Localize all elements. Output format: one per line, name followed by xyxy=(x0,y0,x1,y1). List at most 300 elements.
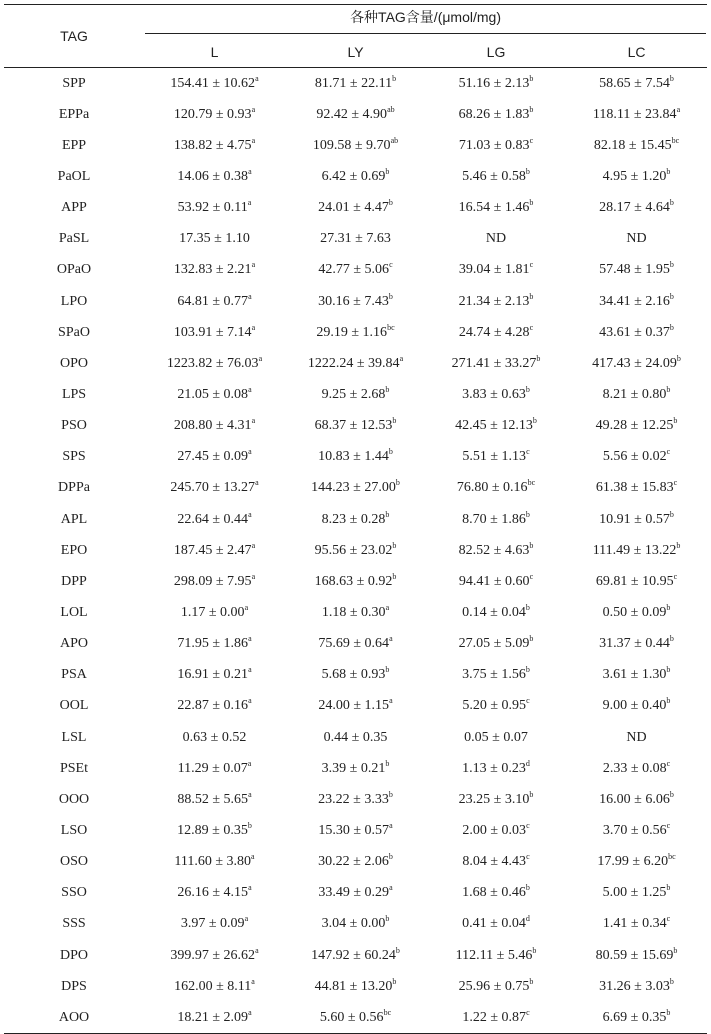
significance-letter: a xyxy=(251,260,256,270)
value-cell xyxy=(285,317,426,348)
tag-name-cell: LSL xyxy=(61,729,87,745)
value-text: 8.21 ± 0.80 xyxy=(602,386,667,402)
value-text: 0.50 ± 0.09 xyxy=(602,604,667,620)
significance-letter: a xyxy=(251,416,256,426)
significance-letter: b xyxy=(529,540,534,550)
value-cell xyxy=(566,504,707,535)
table-row xyxy=(4,909,707,940)
value-cell xyxy=(566,847,707,878)
value-cell xyxy=(426,379,566,410)
value-text: 24.00 ± 1.15 xyxy=(318,698,390,714)
value-cell xyxy=(426,193,566,224)
significance-letter: a xyxy=(389,820,393,830)
significance-letter: b xyxy=(385,166,390,176)
table-row xyxy=(4,660,707,691)
significance-letter: b xyxy=(529,634,534,644)
value-cell xyxy=(566,629,707,660)
table-row xyxy=(4,940,707,971)
value-cell xyxy=(285,348,426,379)
value-text: 10.83 ± 1.44 xyxy=(318,449,389,465)
table-row xyxy=(4,971,707,1002)
value-cell xyxy=(285,161,426,192)
value-cell xyxy=(566,224,707,255)
significance-letter: b xyxy=(532,416,537,426)
value-text: 30.22 ± 2.06 xyxy=(318,854,389,870)
table-row xyxy=(4,784,707,815)
significance-letter: a xyxy=(385,602,390,612)
tag-column-header: TAG xyxy=(4,5,144,68)
value-cell xyxy=(426,348,566,379)
value-cell xyxy=(426,847,566,878)
value-text: 23.22 ± 3.33 xyxy=(318,791,389,807)
value-text: 3.83 ± 0.63 xyxy=(462,386,526,402)
value-text: 25.96 ± 0.75 xyxy=(458,978,530,994)
significance-letter: a xyxy=(248,1007,252,1017)
table-row xyxy=(4,286,707,317)
significance-letter: a xyxy=(244,914,249,924)
value-text: 168.63 ± 0.92 xyxy=(314,573,393,589)
value-cell xyxy=(144,722,285,753)
value-cell xyxy=(426,722,566,753)
value-cell xyxy=(426,629,566,660)
value-text: 111.49 ± 13.22 xyxy=(592,542,677,558)
table-body xyxy=(4,68,707,1034)
value-text: 88.52 ± 5.65 xyxy=(177,791,249,807)
value-cell xyxy=(426,161,566,192)
table-row xyxy=(4,753,707,784)
value-text: 109.58 ± 9.70 xyxy=(312,137,391,153)
significance-letter: c xyxy=(529,135,534,145)
significance-letter: b xyxy=(392,73,397,83)
table-row xyxy=(4,535,707,566)
table-row xyxy=(4,566,707,597)
significance-letter: b xyxy=(388,291,393,301)
significance-letter: a xyxy=(248,634,252,644)
value-cell xyxy=(566,1002,707,1034)
value-text: 28.17 ± 4.64 xyxy=(599,200,670,216)
value-text: 3.04 ± 0.00 xyxy=(321,916,386,932)
value-cell xyxy=(426,566,566,597)
significance-letter: b xyxy=(525,384,530,394)
value-cell xyxy=(144,504,285,535)
significance-letter: a xyxy=(251,104,256,114)
value-text: 27.31 ± 7.63 xyxy=(320,231,391,247)
value-text: 271.41 ± 33.27 xyxy=(451,355,537,371)
significance-letter: b xyxy=(669,198,674,208)
significance-letter: b xyxy=(525,665,530,675)
value-cell xyxy=(566,193,707,224)
value-text: 17.99 ± 6.20 xyxy=(597,854,669,870)
value-cell xyxy=(426,815,566,846)
value-text: 53.92 ± 0.11 xyxy=(177,200,248,216)
significance-letter: b xyxy=(395,478,400,488)
value-text: 3.97 ± 0.09 xyxy=(180,916,245,932)
value-cell xyxy=(566,99,707,130)
value-text: 5.60 ± 0.56 xyxy=(319,1009,384,1025)
value-cell xyxy=(144,940,285,971)
value-cell xyxy=(285,722,426,753)
value-text: 80.59 ± 15.69 xyxy=(595,947,674,963)
value-cell xyxy=(144,224,285,255)
significance-letter: a xyxy=(248,384,252,394)
value-text: 82.18 ± 15.45 xyxy=(593,137,672,153)
value-text: 112.11 ± 5.46 xyxy=(455,947,533,963)
value-text: ND xyxy=(626,729,647,745)
significance-letter: b xyxy=(673,416,678,426)
significance-letter: c xyxy=(666,914,671,924)
significance-letter: b xyxy=(669,634,674,644)
value-cell xyxy=(144,317,285,348)
value-cell xyxy=(426,535,566,566)
value-text: 69.81 ± 10.95 xyxy=(595,573,674,589)
significance-letter: c xyxy=(526,820,530,830)
value-text: 120.79 ± 0.93 xyxy=(173,106,252,122)
tag-name-cell: OPaO xyxy=(56,262,92,278)
significance-letter: b xyxy=(666,602,671,612)
value-text: 58.65 ± 7.54 xyxy=(599,75,670,91)
value-cell xyxy=(426,784,566,815)
value-text: 51.16 ± 2.13 xyxy=(458,75,530,91)
value-cell xyxy=(566,535,707,566)
value-cell xyxy=(144,691,285,722)
significance-letter: a xyxy=(248,789,252,799)
value-cell xyxy=(566,68,707,100)
significance-letter: b xyxy=(525,166,530,176)
value-cell xyxy=(285,504,426,535)
value-cell xyxy=(144,597,285,628)
value-text: 298.09 ± 7.95 xyxy=(173,573,252,589)
value-text: 16.91 ± 0.21 xyxy=(177,667,249,683)
significance-letter: a xyxy=(399,353,404,363)
value-cell xyxy=(285,99,426,130)
value-cell xyxy=(566,130,707,161)
significance-letter: b xyxy=(666,1007,671,1017)
value-text: 1.22 ± 0.87 xyxy=(462,1009,527,1025)
value-text: 103.91 ± 7.14 xyxy=(173,324,252,340)
value-text: 71.95 ± 1.86 xyxy=(177,636,249,652)
significance-letter: b xyxy=(669,73,674,83)
value-cell xyxy=(426,691,566,722)
value-text: 34.41 ± 2.16 xyxy=(599,293,670,309)
value-text: 1.17 ± 0.00 xyxy=(180,604,245,620)
value-text: 208.80 ± 4.31 xyxy=(173,418,252,434)
significance-letter: b xyxy=(536,353,541,363)
significance-letter: b xyxy=(676,540,681,550)
significance-letter: b xyxy=(247,820,252,830)
value-text: 11.29 ± 0.07 xyxy=(177,760,248,776)
value-cell xyxy=(144,68,285,100)
table-row xyxy=(4,161,707,192)
value-text: 17.35 ± 1.10 xyxy=(179,231,250,247)
value-cell xyxy=(566,597,707,628)
table-row xyxy=(4,130,707,161)
tag-name-cell: SPP xyxy=(62,75,86,91)
significance-letter: b xyxy=(666,696,671,706)
significance-letter: b xyxy=(669,509,674,519)
value-text: 81.71 ± 22.11 xyxy=(314,75,393,91)
significance-letter: a xyxy=(247,758,252,768)
significance-letter: b xyxy=(525,602,530,612)
value-cell xyxy=(285,411,426,442)
value-text: 187.45 ± 2.47 xyxy=(173,542,252,558)
table-row xyxy=(4,379,707,410)
table-row xyxy=(4,411,707,442)
significance-letter: b xyxy=(529,291,534,301)
value-cell xyxy=(566,566,707,597)
significance-letter: b xyxy=(669,322,674,332)
significance-letter: a xyxy=(251,976,255,986)
significance-letter: c xyxy=(389,260,393,270)
value-cell xyxy=(144,847,285,878)
value-text: 1.68 ± 0.46 xyxy=(462,885,526,901)
value-text: 1222.24 ± 39.84 xyxy=(307,355,400,371)
value-text: 3.75 ± 1.56 xyxy=(462,667,526,683)
value-cell xyxy=(285,878,426,909)
value-text: 2.33 ± 0.08 xyxy=(602,760,667,776)
value-cell xyxy=(426,940,566,971)
significance-letter: d xyxy=(525,914,530,924)
value-text: 5.20 ± 0.95 xyxy=(462,698,527,714)
content-group-header-label: 各种TAG含量/(μmol/mg) xyxy=(145,7,706,34)
value-cell xyxy=(144,379,285,410)
significance-letter: b xyxy=(388,198,393,208)
significance-letter: c xyxy=(529,322,534,332)
value-cell xyxy=(285,815,426,846)
value-cell xyxy=(144,1002,285,1034)
value-text: 0.44 ± 0.35 xyxy=(323,729,388,745)
tag-name-cell: LPS xyxy=(61,386,87,402)
value-cell xyxy=(285,847,426,878)
value-text: 64.81 ± 0.77 xyxy=(177,293,249,309)
value-cell xyxy=(426,878,566,909)
value-cell xyxy=(426,317,566,348)
table-row xyxy=(4,878,707,909)
tag-name-cell: LOL xyxy=(60,604,88,620)
significance-letter: bc xyxy=(527,478,536,488)
value-text: 9.00 ± 0.40 xyxy=(602,698,667,714)
value-cell xyxy=(566,348,707,379)
significance-letter: a xyxy=(676,104,681,114)
value-text: 16.00 ± 6.06 xyxy=(599,791,670,807)
significance-letter: a xyxy=(248,883,252,893)
value-text: 43.61 ± 0.37 xyxy=(599,324,670,340)
value-cell xyxy=(144,784,285,815)
tag-name-cell: LPO xyxy=(60,293,88,309)
table-row xyxy=(4,442,707,473)
significance-letter: b xyxy=(392,976,397,986)
table-row xyxy=(4,1002,707,1034)
value-text: 5.00 ± 1.25 xyxy=(602,885,667,901)
significance-letter: b xyxy=(532,945,537,955)
value-cell xyxy=(285,660,426,691)
value-cell xyxy=(285,784,426,815)
value-cell xyxy=(285,971,426,1002)
value-cell xyxy=(426,753,566,784)
value-text: 8.23 ± 0.28 xyxy=(321,511,386,527)
significance-letter: a xyxy=(248,665,252,675)
significance-letter: c xyxy=(529,260,534,270)
tag-name-cell: EPPa xyxy=(58,106,90,122)
significance-letter: b xyxy=(388,447,393,457)
value-text: 75.69 ± 0.64 xyxy=(318,636,390,652)
value-text: 0.41 ± 0.04 xyxy=(462,916,526,932)
column-header-lg: LG xyxy=(426,36,566,68)
value-cell xyxy=(426,971,566,1002)
significance-letter: a xyxy=(389,883,393,893)
value-cell xyxy=(285,753,426,784)
significance-letter: b xyxy=(666,166,671,176)
value-cell xyxy=(426,68,566,100)
significance-letter: a xyxy=(255,73,259,83)
value-text: 3.61 ± 1.30 xyxy=(602,667,667,683)
significance-letter: a xyxy=(251,135,256,145)
value-cell xyxy=(566,442,707,473)
tag-name-cell: LSO xyxy=(60,822,88,838)
value-cell xyxy=(144,130,285,161)
value-cell xyxy=(285,909,426,940)
significance-letter: c xyxy=(526,1007,530,1017)
value-cell xyxy=(144,286,285,317)
value-cell xyxy=(426,473,566,504)
significance-letter: a xyxy=(248,509,252,519)
value-text: 30.16 ± 7.43 xyxy=(318,293,389,309)
value-cell xyxy=(566,411,707,442)
value-cell xyxy=(285,566,426,597)
value-text: 1.18 ± 0.30 xyxy=(321,604,386,620)
value-cell xyxy=(285,68,426,100)
significance-letter: a xyxy=(251,540,256,550)
value-text: 8.70 ± 1.86 xyxy=(462,511,526,527)
value-cell xyxy=(566,784,707,815)
significance-letter: b xyxy=(385,509,390,519)
table-row xyxy=(4,597,707,628)
table-row xyxy=(4,473,707,504)
value-cell xyxy=(285,1002,426,1034)
value-text: 132.83 ± 2.21 xyxy=(173,262,252,278)
value-text: 16.54 ± 1.46 xyxy=(458,200,530,216)
significance-letter: a xyxy=(251,852,255,862)
value-text: 82.52 ± 4.63 xyxy=(458,542,530,558)
value-text: 71.03 ± 0.83 xyxy=(458,137,530,153)
significance-letter: b xyxy=(673,945,678,955)
tag-name-cell: APO xyxy=(59,636,88,652)
table-row xyxy=(4,317,707,348)
tag-name-cell: PSO xyxy=(61,418,87,434)
value-cell xyxy=(285,535,426,566)
value-text: 29.19 ± 1.16 xyxy=(316,324,388,340)
value-cell xyxy=(426,99,566,130)
tag-name-cell: PSEt xyxy=(59,760,88,776)
value-text: 4.95 ± 1.20 xyxy=(602,168,667,184)
value-cell xyxy=(566,255,707,286)
value-cell xyxy=(144,193,285,224)
value-text: 18.21 ± 2.09 xyxy=(177,1009,249,1025)
value-text: 94.41 ± 0.60 xyxy=(458,573,530,589)
value-cell xyxy=(566,878,707,909)
value-cell xyxy=(566,815,707,846)
tag-name-cell: DPS xyxy=(61,978,87,994)
significance-letter: b xyxy=(388,789,393,799)
significance-letter: a xyxy=(248,166,252,176)
value-text: 0.63 ± 0.52 xyxy=(182,729,247,745)
value-text: 118.11 ± 23.84 xyxy=(592,106,677,122)
value-text: 76.80 ± 0.16 xyxy=(456,480,528,496)
value-cell xyxy=(144,473,285,504)
value-cell xyxy=(566,940,707,971)
tag-name-cell: SSO xyxy=(61,885,87,901)
value-cell xyxy=(285,442,426,473)
tag-name-cell: OOL xyxy=(59,698,89,714)
significance-letter: b xyxy=(525,883,530,893)
significance-letter: b xyxy=(385,758,390,768)
column-header-l: L xyxy=(144,36,285,68)
value-text: 68.26 ± 1.83 xyxy=(458,106,530,122)
value-text: 61.38 ± 15.83 xyxy=(595,480,674,496)
value-cell xyxy=(426,504,566,535)
value-text: 8.04 ± 4.43 xyxy=(462,854,527,870)
significance-letter: b xyxy=(666,883,671,893)
value-cell xyxy=(426,442,566,473)
value-cell xyxy=(566,473,707,504)
value-cell xyxy=(426,660,566,691)
value-cell xyxy=(144,442,285,473)
value-text: 144.23 ± 27.00 xyxy=(311,480,396,496)
significance-letter: bc xyxy=(668,852,676,862)
value-text: 111.60 ± 3.80 xyxy=(174,854,252,870)
value-text: 22.87 ± 0.16 xyxy=(177,698,249,714)
significance-letter: a xyxy=(258,353,263,363)
value-cell xyxy=(426,255,566,286)
value-cell xyxy=(426,224,566,255)
value-text: 9.25 ± 2.68 xyxy=(321,386,386,402)
significance-letter: c xyxy=(673,478,678,488)
significance-letter: b xyxy=(392,540,397,550)
significance-letter: b xyxy=(669,976,674,986)
value-text: 0.14 ± 0.04 xyxy=(462,604,526,620)
tag-name-cell: EPO xyxy=(60,542,88,558)
significance-letter: b xyxy=(385,914,390,924)
value-cell xyxy=(285,255,426,286)
significance-letter: a xyxy=(247,198,252,208)
significance-letter: b xyxy=(395,945,400,955)
significance-letter: c xyxy=(673,571,678,581)
value-cell xyxy=(566,317,707,348)
value-cell xyxy=(144,629,285,660)
value-cell xyxy=(144,99,285,130)
value-cell xyxy=(426,411,566,442)
value-cell xyxy=(426,1002,566,1034)
significance-letter: b xyxy=(669,789,674,799)
significance-letter: b xyxy=(529,73,534,83)
significance-letter: a xyxy=(255,478,259,488)
significance-letter: c xyxy=(526,852,530,862)
value-text: 42.45 ± 12.13 xyxy=(455,418,533,434)
value-text: ND xyxy=(626,231,647,247)
table-row xyxy=(4,504,707,535)
significance-letter: c xyxy=(529,571,534,581)
value-text: 26.16 ± 4.15 xyxy=(177,885,249,901)
significance-letter: a xyxy=(248,291,252,301)
value-text: 6.42 ± 0.69 xyxy=(321,168,386,184)
significance-letter: a xyxy=(255,945,259,955)
value-cell xyxy=(566,379,707,410)
tag-name-cell: PaOL xyxy=(57,168,91,184)
tag-name-cell: EPP xyxy=(61,137,87,153)
value-cell xyxy=(144,909,285,940)
value-text: 21.05 ± 0.08 xyxy=(177,386,249,402)
value-cell xyxy=(285,130,426,161)
significance-letter: b xyxy=(525,509,530,519)
